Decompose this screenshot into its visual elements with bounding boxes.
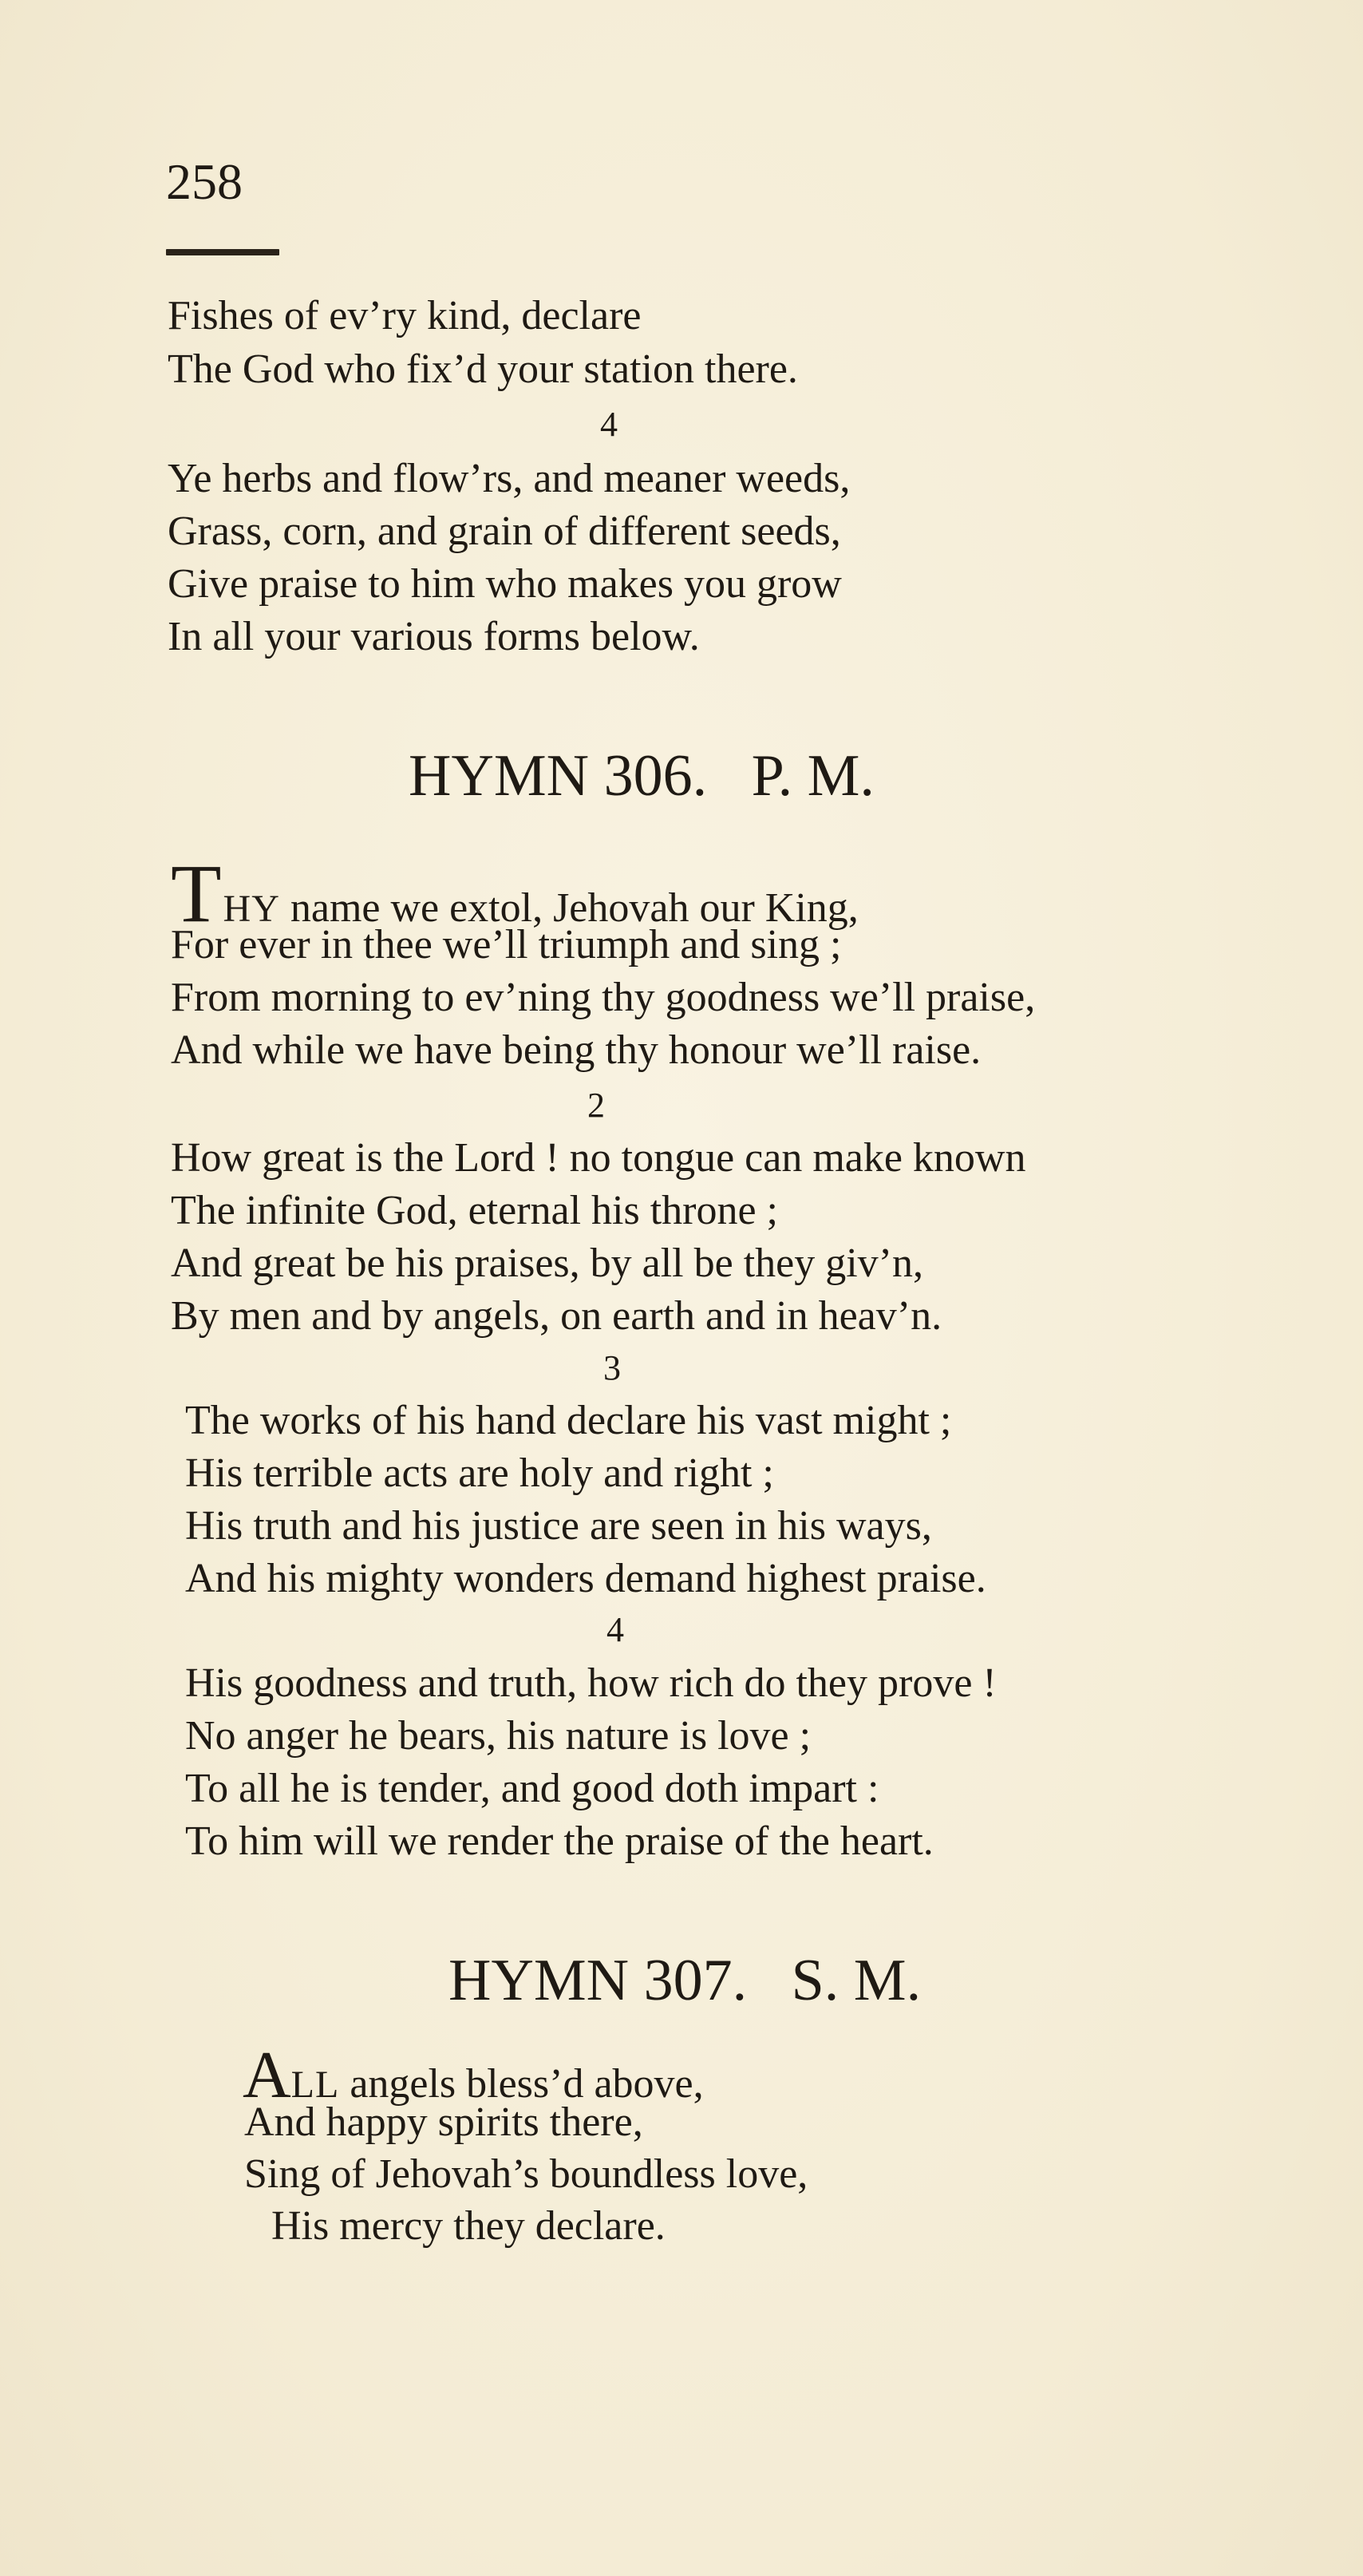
verse-line: And while we have being thy honour we’ll raise.: [171, 1027, 982, 1073]
hymn-meter: P. M.: [751, 743, 875, 809]
drop-cap: A: [243, 2038, 291, 2112]
verse-number: 2: [587, 1086, 605, 1125]
verse-line: The infinite God, eternal his throne ;: [171, 1188, 779, 1233]
verse-line: And great be his praises, by all be they giv’n,: [171, 1241, 923, 1286]
verse-line: To all he is tender, and good doth impart :: [185, 1766, 879, 1811]
small-caps: LL: [290, 2064, 340, 2106]
verse-line-rest: name we extol, Jehovah our King,: [279, 885, 859, 931]
page-number: 258: [166, 153, 243, 210]
hymn-306-heading: [409, 743, 875, 809]
hymn-307-heading: [448, 1948, 922, 2013]
verse-line: His mercy they declare.: [271, 2203, 666, 2249]
verse-number: 3: [603, 1348, 621, 1387]
verse-line: The God who fix’d your station there.: [168, 346, 798, 392]
hymn-title: HYMN 306.: [409, 743, 708, 809]
verse-line: Give praise to him who makes you grow: [168, 561, 842, 607]
verse-first-line: [171, 848, 859, 940]
verse-line: For ever in thee we’ll triumph and sing ;: [171, 922, 842, 967]
verse-line: His goodness and truth, how rich do they prove !: [185, 1660, 997, 1706]
header-rule: [166, 249, 279, 255]
verse-line: Fishes of ev’ry kind, declare: [168, 293, 642, 338]
verse-line: And his mighty wonders demand highest praise.: [185, 1556, 986, 1601]
verse-line: No anger he bears, his nature is love ;: [185, 1713, 812, 1759]
verse-line: By men and by angels, on earth and in heav’n.: [171, 1293, 942, 1339]
verse-line: His truth and his justice are seen in his ways,: [185, 1503, 932, 1549]
verse-line: Sing of Jehovah’s boundless love,: [244, 2151, 808, 2197]
verse-line: To him will we render the praise of the heart.: [185, 1818, 934, 1864]
verse-line: Ye herbs and flow’rs, and meaner weeds,: [168, 456, 851, 501]
verse-line: The works of his hand declare his vast might ;: [185, 1398, 952, 1443]
verse-first-line: [243, 2038, 704, 2112]
drop-cap: T: [171, 848, 222, 940]
hymn-meter: S. M.: [791, 1948, 922, 2013]
small-caps: HY: [223, 888, 280, 930]
verse-line: And happy spirits there,: [244, 2099, 643, 2145]
verse-number: 4: [606, 1610, 624, 1649]
verse-line-rest: angels bless’d above,: [339, 2061, 704, 2107]
verse-number: 4: [600, 405, 618, 444]
verse-line: From morning to ev’ning thy goodness we’ll praise,: [171, 975, 1036, 1020]
hymn-title: HYMN 307.: [448, 1948, 748, 2013]
verse-line: His terrible acts are holy and right ;: [185, 1450, 774, 1496]
verse-line: Grass, corn, and grain of different seeds,: [168, 508, 841, 554]
verse-line: How great is the Lord ! no tongue can make known: [171, 1135, 1026, 1181]
verse-line: In all your various forms below.: [168, 614, 700, 659]
